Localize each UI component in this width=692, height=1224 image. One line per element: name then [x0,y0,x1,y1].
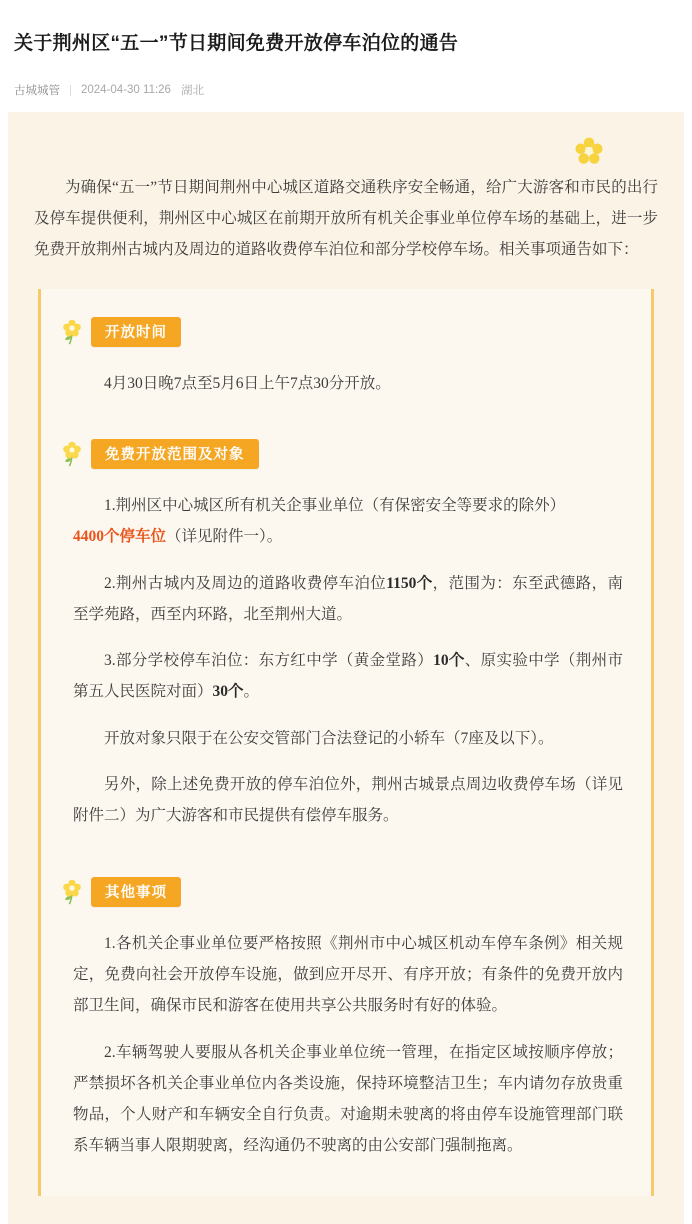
scope-item-1-tail: （详见附件一）。 [166,528,283,546]
section-other-matters [47,867,645,1161]
section-header [47,429,645,475]
flower-icon [574,136,604,166]
section-header [47,867,645,913]
article-meta [0,70,692,112]
flower-icon [61,319,83,345]
section-label: 其他事项 [91,877,181,907]
scope-item-3-number-2: 30个 [212,683,244,701]
section-label: 免费开放范围及对象 [91,439,259,469]
scope-item-1 [47,490,645,552]
section-label: 开放时间 [91,317,181,347]
section-open-time [47,307,645,400]
section-header [47,307,645,353]
meta-date: 2024-04-30 11:26 [81,84,171,97]
other-item-2: 2.车辆驾驶人要服从各机关企事业单位统一管理，在指定区域按顺序停放；严禁损坏各机关企事业单位内各类设施，保持环境整洁卫生；车内请勿存放贵重物品，个人财产和车辆安全自行负责。对逾期未驶离的将由停车设施管理部门联系车辆当事人限期驶离，经沟通仍不驶离的由公安部门强制拖离。 [73,1043,623,1154]
flower-icon [61,879,83,905]
scope-item-2 [47,568,645,630]
meta-region: 湖北 [180,85,204,98]
intro-paragraph: 为确保“五一”节日期间荆州中心城区道路交通秩序安全畅通，给广大游客和市民的出行及停车提供便利，荆州区中心城区在前期开放所有机关企事业单位停车场的基础上，进一步免费开放荆州古城内及周边的道路收费停车泊位和部分学校停车场。相关事项通告如下： [34,178,658,258]
section-paragraph: 4月30日晚7点至5月6日上午7点30分开放。 [104,375,391,393]
page-title: 关于荆州区“五一”节日期间免费开放停车泊位的通告 [14,32,459,54]
section-scope [47,429,645,832]
meta-source: 古城城管 [14,85,60,98]
scope-item-4: 开放对象只限于在公安交管部门合法登记的小轿车（7座及以下）。 [104,729,554,747]
scope-item-2-text: 2.荆州古城内及周边的道路收费停车泊位 [104,574,387,592]
scope-item-3 [47,645,645,707]
flower-icon [61,441,83,467]
other-item-1: 1.各机关企事业单位要严格按照《荆州市中心城区机动车停车条例》相关规定，免费向社会开放停车设施，做到应开尽开、有序开放；有条件的免费开放内部卫生间，确保市民和游客在使用共享公共服务时有好的体验。 [73,935,623,1015]
scope-item-3-number-1: 10个 [433,652,465,670]
scope-item-5: 另外，除上述免费开放的停车泊位外，荆州古城景点周边收费停车场（详见附件二）为广大游客和市民提供有偿停车服务。 [73,776,623,825]
scope-item-1-highlight: 4400个停车位 [73,528,167,546]
meta-divider [70,85,71,96]
scope-item-2-number: 1150个 [386,574,433,592]
scope-item-3-text: 3.部分学校停车泊位：东方红中学（黄金堂路） [104,652,434,670]
scope-item-3-tail: 。 [243,683,260,701]
scope-item-2-tail: ，范围为：东至武德路，南至学苑路，西至内环路，北至荆州大道。 [73,574,623,623]
scope-item-1-text: 1.荆州区中心城区所有机关企事业单位（有保密安全等要求的除外） [104,497,566,515]
article-body-card [8,112,684,1224]
scope-item-3-mid: 、原实验中学（荆州市第五人民医院对面） [73,652,623,701]
notice-panel [38,289,654,1197]
